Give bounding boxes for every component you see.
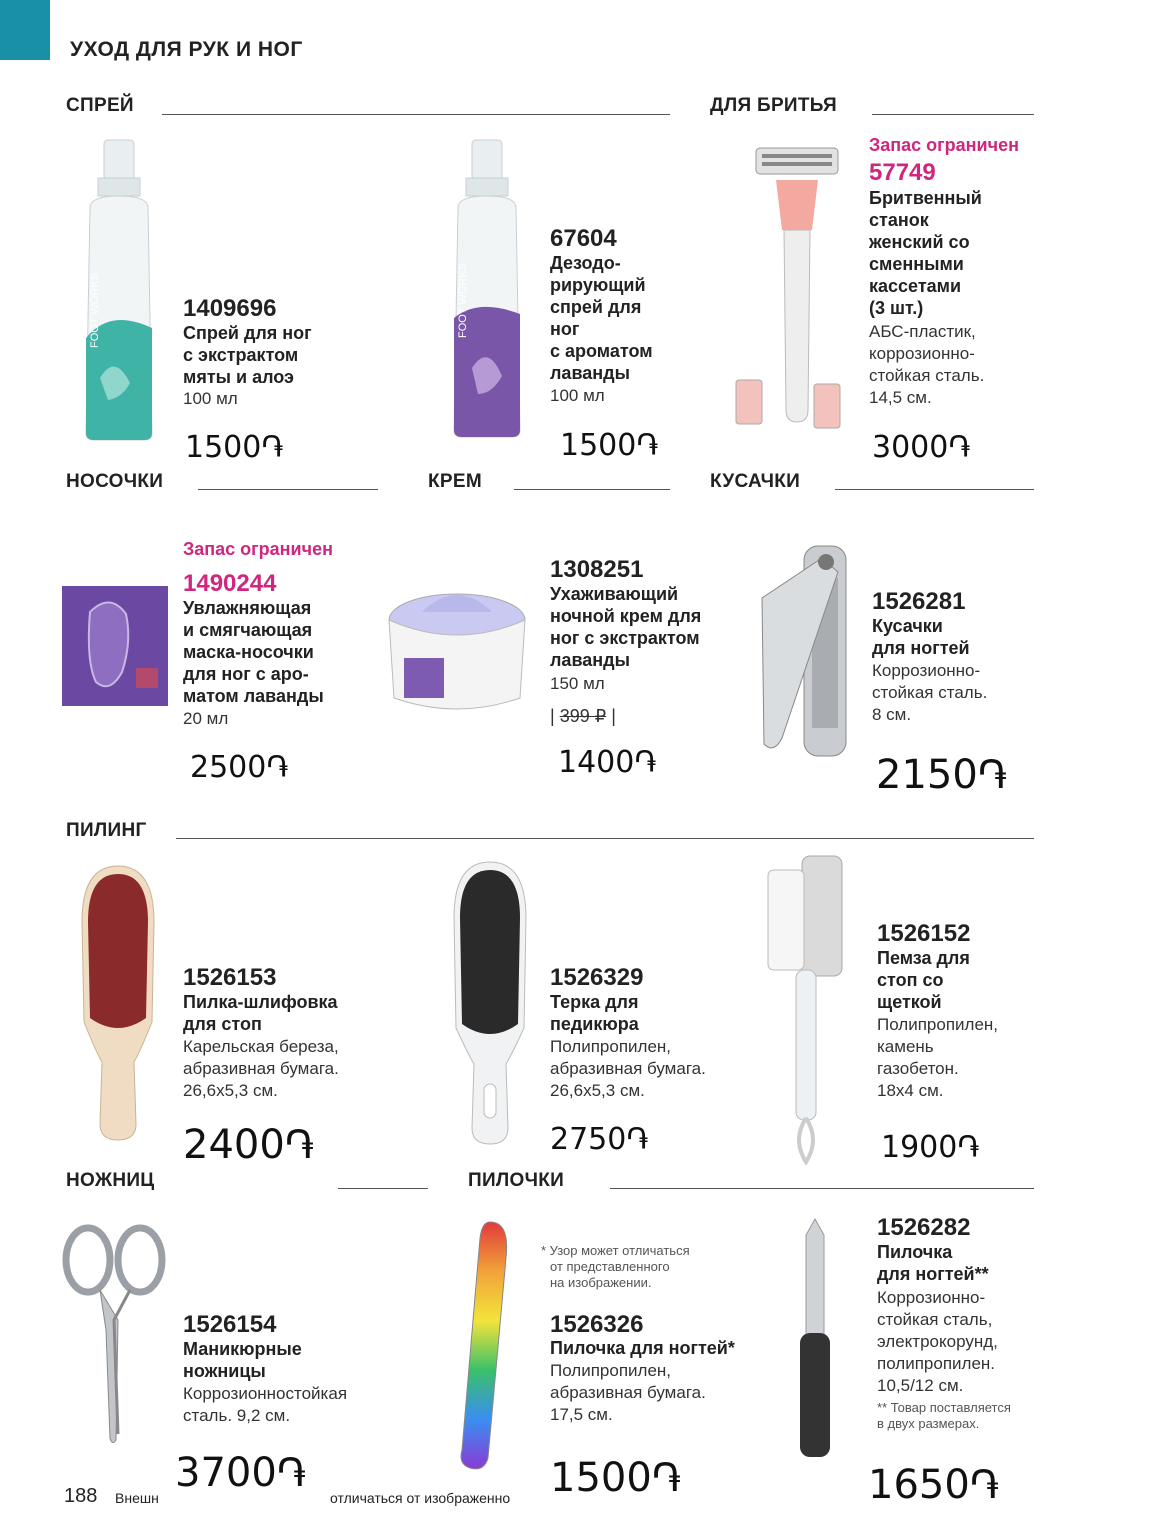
section-shaving: ДЛЯ БРИТЬЯ [710,95,837,116]
section-scissors: НОЖНИЦ [66,1170,155,1191]
page-number: 188 [64,1485,98,1507]
section-files: ПИЛОЧКИ [468,1170,565,1191]
product-description: Полипропилен, абразивная бумага. 26,6x5,3 см. [550,1037,706,1100]
product-description: Коррозионно- стойкая сталь. 8 см. [872,661,988,724]
section-peeling: ПИЛИНГ [66,820,147,841]
product-name: Пемза для стоп со щеткой [877,948,970,1012]
product-code: 67604 [550,225,617,252]
product-name: Увлажняющая и смягчающая маска-носочки для ног с аро- матом лаванды [183,598,324,706]
product-price: 1500֏ [550,1455,682,1501]
svg-text:FOOT WORKS: FOOT WORKS [457,263,469,338]
product-image-nail-clipper [742,538,866,778]
product-description: Коррозионностойкая сталь. 9,2 см. [183,1384,348,1425]
size-note: ** Товар поставляется в двух размерах. [877,1400,1011,1431]
svg-text:FOOT WORKS: FOOT WORKS [89,273,101,348]
product-price: 1650֏ [868,1462,1000,1508]
section-rule [610,1188,1034,1189]
section-cream: КРЕМ [428,471,482,492]
product-description: АБС-пластик, коррозионно- стойкая сталь. 14,5 см. [869,322,985,407]
limited-stock-label: Запас ограничен [183,539,333,559]
product-volume: 150 мл [550,674,605,693]
old-price: | 399 ₽ | [550,706,616,726]
product-description: Полипропилен, камень газобетон. 18x4 см. [877,1015,999,1100]
product-code: 1409696 [183,295,277,322]
product-name: Пилочка для ногтей* [550,1338,735,1358]
section-rule [198,489,378,490]
section-rule [162,114,670,115]
product-description: Коррозионно- стойкая сталь, электрокорунд, полипропилен. 10,5/12 см. [877,1288,998,1395]
product-price: 1500֏ [560,428,659,463]
section-rule [176,838,1034,839]
product-name: Ухаживающий ночной крем для ног с экстрактом лаванды [550,584,702,670]
product-code: 1526281 [872,588,966,615]
product-price: 1500֏ [185,430,284,465]
section-socks: НОСОЧКИ [66,471,164,492]
product-code: 1526329 [550,964,644,991]
product-volume: 100 мл [183,389,238,408]
product-price: 2400֏ [183,1122,315,1168]
product-volume: 20 мл [183,709,229,728]
product-description: Полипропилен, абразивная бумага. 17,5 см. [550,1361,706,1424]
footer-note-left: Внешн [115,1490,159,1506]
product-code: 1526326 [550,1311,644,1338]
product-price: 2150֏ [876,752,1008,798]
page-title: УХОД ДЛЯ РУК И НОГ [70,38,303,61]
product-code: 57749 [869,159,936,186]
product-name: Пилка-шлифовка для стоп [183,992,338,1034]
product-volume: 100 мл [550,386,605,405]
product-code: 1308251 [550,556,644,583]
product-price: 1400֏ [558,745,657,780]
product-name: Бритвенный станок женский со сменными кассетами (3 шт.) [869,188,982,318]
section-rule [514,489,670,490]
product-image-foot-file-wood [78,862,158,1144]
product-price: 1900֏ [881,1130,980,1165]
product-image-lavender-spray [438,138,538,440]
product-code: 1490244 [183,570,277,597]
product-image-razor [728,140,858,440]
product-image-cream-jar [382,580,532,720]
product-code: 1526154 [183,1311,277,1338]
section-rule [872,114,1034,115]
product-price: 2500֏ [190,750,289,785]
product-image-metal-file [790,1215,840,1465]
product-name: Терка для педикюра [550,992,639,1034]
section-spray: СПРЕЙ [66,95,134,116]
product-image-pedicure-grater [450,858,530,1148]
product-image-pumice-brush [762,850,858,1168]
corner-accent [0,0,50,60]
product-image-rainbow-file [440,1218,530,1474]
section-clippers: КУСАЧКИ [710,471,801,492]
product-image-socks-mask [60,582,172,710]
product-image-scissors [60,1220,170,1450]
product-code: 1526153 [183,964,277,991]
product-name: Спрей для ног с экстрактом мяты и алоэ [183,323,312,387]
product-code: 1526152 [877,920,971,947]
product-name: Пилочка для ногтей** [877,1242,989,1284]
limited-stock-label: Запас ограничен [869,135,1019,155]
section-rule [338,1188,428,1189]
product-name: Кусачки для ногтей [872,616,970,658]
product-price: 3000֏ [872,430,971,465]
pattern-note: * Узор может отличаться от представленного на изображении. [541,1243,690,1290]
product-image-mint-spray [70,138,170,443]
product-name: Дезодо- рирующий спрей для ног с ароматом лаванды [550,253,653,383]
footer-note-right: отличаться от изображенно [330,1490,511,1506]
product-code: 1526282 [877,1214,971,1241]
product-name: Маникюрные ножницы [183,1339,302,1381]
product-price: 2750֏ [550,1122,649,1157]
product-price: 3700֏ [175,1450,307,1496]
product-description: Карельская береза, абразивная бумага. 26,6x5,3 см. [183,1037,339,1100]
section-rule [835,489,1034,490]
